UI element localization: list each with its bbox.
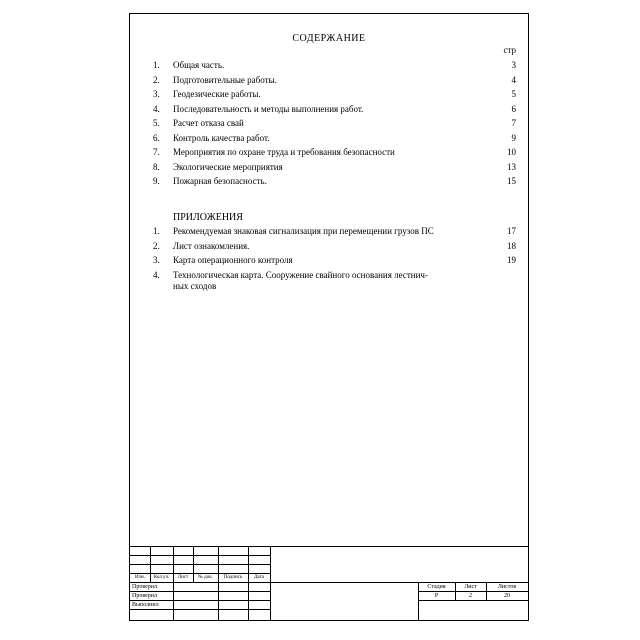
- page-title: СОДЕРЖАНИЕ: [292, 33, 366, 44]
- item-text: Экологические мероприятия: [173, 161, 283, 172]
- role-row-3: Выполнил: [132, 602, 159, 608]
- item-page: 13: [507, 161, 516, 172]
- header-kol-uch: Кол.уч.: [153, 575, 170, 580]
- header-doc-no: № док.: [198, 575, 213, 580]
- item-page: 4: [511, 74, 516, 85]
- item-number: 1.: [153, 60, 160, 70]
- item-number: 4.: [153, 269, 160, 280]
- item-text: Геодезические работы.: [173, 89, 261, 99]
- item-page: 15: [507, 176, 516, 186]
- item-page: 10: [507, 147, 516, 157]
- stage-header: Стадия: [427, 584, 446, 590]
- page-column-header: стр: [503, 45, 516, 55]
- item-page: 18: [507, 240, 516, 251]
- item-page: 19: [507, 255, 516, 265]
- item-text: Подготовительные работы.: [173, 74, 277, 85]
- item-page: 17: [507, 226, 516, 236]
- item-text: Пожарная безопасность.: [173, 176, 267, 186]
- item-number: 6.: [153, 132, 160, 143]
- sheets-value: 20: [504, 593, 510, 599]
- sheets-header: Листов: [497, 584, 517, 590]
- item-number: 3.: [153, 89, 160, 99]
- item-number: 8.: [153, 161, 160, 172]
- item-text: Последовательность и методы выполнения работ.: [173, 103, 364, 114]
- item-number: 4.: [153, 103, 160, 114]
- stage-value: Р: [434, 593, 439, 599]
- item-text: Технологическая карта. Сооружение свайного основания лестнич-: [173, 269, 428, 280]
- item-text: Общая часть.: [173, 60, 225, 70]
- item-page: 3: [511, 60, 516, 70]
- sheet-header: Лист: [464, 584, 477, 590]
- item-page: 7: [511, 118, 516, 128]
- item-text: Рекомендуемая знаковая сигнализация при перемещении грузов ПС: [173, 226, 434, 236]
- item-number: 3.: [153, 255, 160, 265]
- item-number: 5.: [153, 118, 160, 128]
- item-number: 2.: [153, 240, 160, 251]
- item-number: 7.: [153, 147, 160, 157]
- item-text: Расчет отказа свай: [173, 118, 244, 128]
- appendix-heading: ПРИЛОЖЕНИЯ: [173, 212, 243, 223]
- role-row-2: Проверил: [132, 593, 157, 599]
- title-block: [130, 546, 528, 620]
- item-number: 1.: [153, 226, 160, 236]
- drawing-frame: [129, 13, 529, 621]
- header-date: Дата: [254, 575, 264, 580]
- item-page: 5: [511, 89, 516, 99]
- header-list: Лист: [177, 575, 189, 580]
- item-number: 2.: [153, 74, 160, 85]
- item-text: Карта операционного контроля: [173, 255, 293, 265]
- header-signature: Подпись: [223, 575, 243, 580]
- item-text: Лист ознакомления.: [173, 240, 250, 251]
- item-text: Контроль качества работ.: [173, 132, 270, 143]
- item-number: 9.: [153, 176, 160, 186]
- item-page: 6: [511, 103, 516, 114]
- item-text-continued: ных сходов: [173, 280, 217, 291]
- item-page: 9: [511, 132, 516, 143]
- role-row-1: Проверил: [132, 584, 157, 590]
- sheet-value: 2: [469, 593, 472, 599]
- item-text: Мероприятия по охране труда и требования безопасности: [173, 147, 395, 157]
- header-izm: Изм.: [135, 575, 145, 580]
